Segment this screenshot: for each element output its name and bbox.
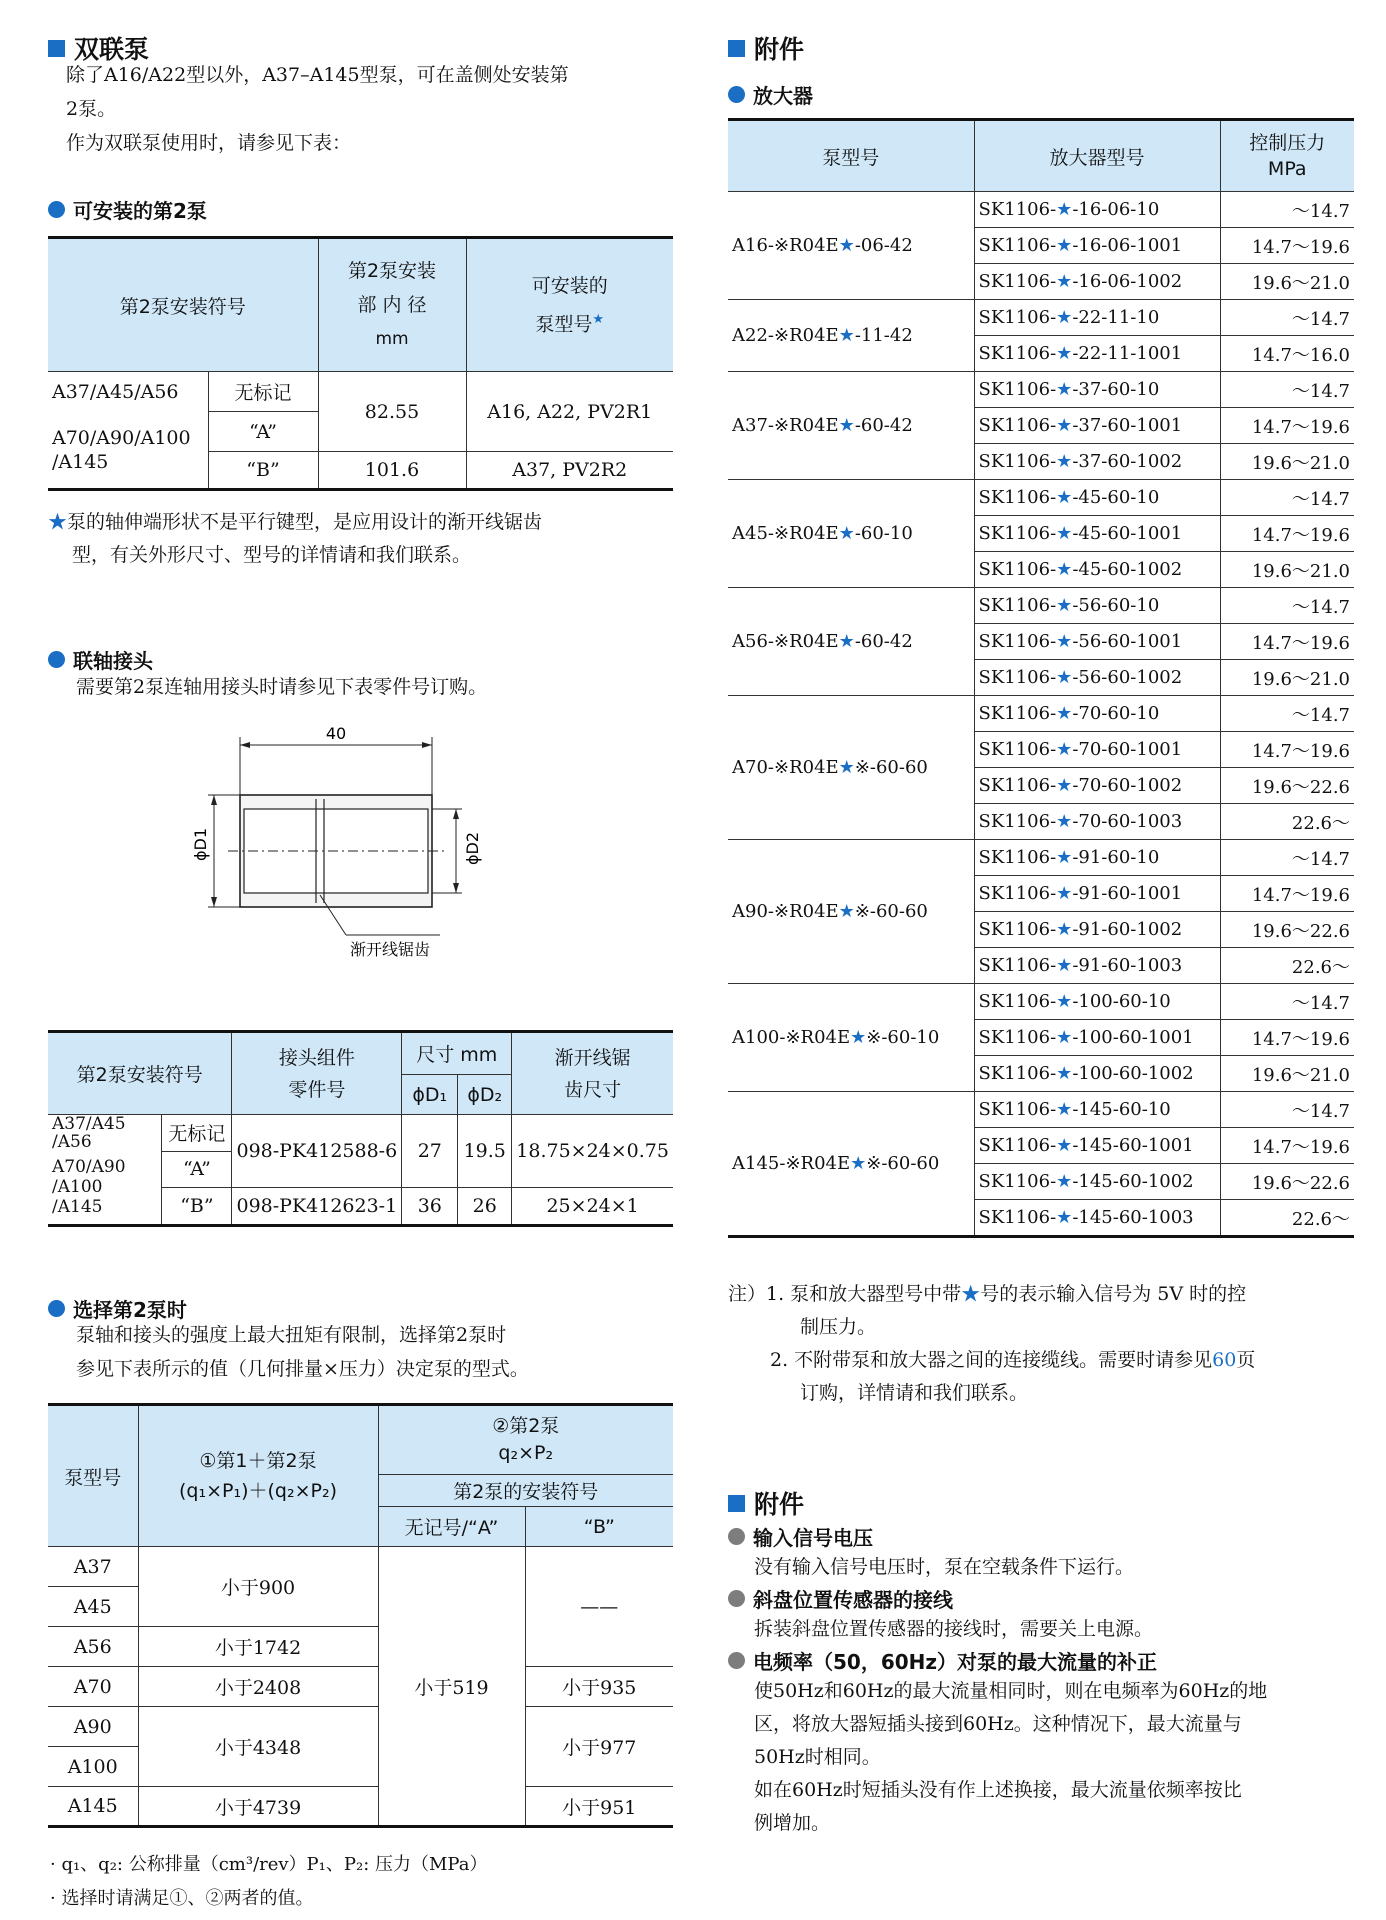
first-cell: 小于4739 xyxy=(138,1787,378,1827)
arrowhead xyxy=(422,742,432,748)
circle-bullet-icon xyxy=(48,651,65,668)
pump-cell: A70/A90 /A100 /A145 xyxy=(48,1151,162,1225)
star-icon: ★ xyxy=(1056,451,1073,472)
header-pressure: 控制压力 MPa xyxy=(1220,120,1354,192)
first-cell: 小于4348 xyxy=(138,1707,378,1787)
pressure-cell: ～14.7 xyxy=(1220,1092,1354,1128)
amplifier-model-cell: SK1106-★-145-60-1003 xyxy=(974,1200,1220,1237)
amplifier-row xyxy=(728,840,1354,876)
header-b: “B” xyxy=(525,1507,673,1547)
amplifier-row xyxy=(728,192,1354,228)
amplifier-model-cell: SK1106-★-100-60-1001 xyxy=(974,1020,1220,1056)
amplifier-model-cell: SK1106-★-45-60-1002 xyxy=(974,552,1220,588)
pump-cell: A90 xyxy=(48,1707,138,1747)
star-icon: ★ xyxy=(1056,1027,1073,1048)
amplifier-model-cell: SK1106-★-22-11-1001 xyxy=(974,336,1220,372)
arrowhead xyxy=(211,897,217,907)
pressure-cell: ～14.7 xyxy=(1220,588,1354,624)
coupling-diagram xyxy=(178,725,558,965)
star-icon: ★ xyxy=(850,1153,867,1174)
pressure-cell: ～14.7 xyxy=(1220,984,1354,1020)
pump-model-cell: A100-※R04E★※-60-10 xyxy=(728,984,974,1092)
amplifier-model-cell: SK1106-★-56-60-10 xyxy=(974,588,1220,624)
attachments2-heading: 附件 xyxy=(728,1485,804,1521)
pump-model-cell: A70-※R04E★※-60-60 xyxy=(728,696,974,840)
pressure-cell: 14.7～16.0 xyxy=(1220,336,1354,372)
pressure-cell: ～14.7 xyxy=(1220,696,1354,732)
header-d1: ϕD₁ xyxy=(402,1075,458,1115)
star-icon: ★ xyxy=(1056,955,1073,976)
header-pump: 泵型号 xyxy=(728,120,974,192)
amplifier-model-cell: SK1106-★-91-60-1002 xyxy=(974,912,1220,948)
header-dim: 尺寸 mm xyxy=(402,1032,512,1075)
star-icon: ★ xyxy=(838,901,855,922)
header-model: 可安装的 泵型号★ xyxy=(466,238,673,372)
star-icon: ★ xyxy=(1056,739,1073,760)
dual-pump-heading: 双联泵 xyxy=(48,30,149,66)
part-cell: 098-PK412588-6 xyxy=(232,1115,402,1188)
selection-table xyxy=(48,1403,673,1828)
amplifier-model-cell: SK1106-★-145-60-1002 xyxy=(974,1164,1220,1200)
star-icon: ★ xyxy=(1056,775,1073,796)
mountable-second-heading: 可安装的第2泵 xyxy=(48,195,207,224)
star-icon: ★ xyxy=(592,311,605,327)
amplifier-model-cell: SK1106-★-70-60-1001 xyxy=(974,732,1220,768)
pressure-cell: 19.6～22.6 xyxy=(1220,768,1354,804)
pump-cell: A100 xyxy=(48,1747,138,1787)
pump-model-cell: A90-※R04E★※-60-60 xyxy=(728,840,974,984)
pump-model-cell: A56-※R04E★-60-42 xyxy=(728,588,974,696)
part-cell: 098-PK412623-1 xyxy=(232,1187,402,1225)
pressure-cell: 22.6～ xyxy=(1220,804,1354,840)
amplifier-row xyxy=(728,696,1354,732)
header-symbol: 第2泵的安装符号 xyxy=(378,1475,673,1507)
symbol-cell: “B” xyxy=(162,1187,232,1225)
header-second: ②第2泵 q₂×P₂ xyxy=(378,1405,673,1475)
header-spline: 渐开线锯 齿尺寸 xyxy=(512,1032,673,1115)
arrowhead xyxy=(240,742,250,748)
amplifier-model-cell: SK1106-★-16-06-10 xyxy=(974,192,1220,228)
pressure-cell: 19.6～22.6 xyxy=(1220,1164,1354,1200)
pressure-cell: ～14.7 xyxy=(1220,840,1354,876)
amplifier-model-cell: SK1106-★-91-60-1003 xyxy=(974,948,1220,984)
coupling-heading: 联轴接头 xyxy=(48,645,153,674)
star-icon: ★ xyxy=(1056,1135,1073,1156)
amplifier-model-cell: SK1106-★-145-60-1001 xyxy=(974,1128,1220,1164)
star-icon: ★ xyxy=(961,1283,981,1305)
star-icon: ★ xyxy=(1056,847,1073,868)
circle-bullet-icon xyxy=(728,1528,745,1545)
header-amplifier: 放大器型号 xyxy=(974,120,1220,192)
amplifier-model-cell: SK1106-★-16-06-1002 xyxy=(974,264,1220,300)
pressure-cell: 14.7～19.6 xyxy=(1220,516,1354,552)
mountable-note: ★泵的轴伸端形状不是平行键型，是应用设计的渐开线锯齿 型，有关外形尺寸、型号的详情请和我们联系。 xyxy=(48,511,543,566)
star-icon: ★ xyxy=(838,757,855,778)
star-icon: ★ xyxy=(1056,235,1073,256)
star-icon: ★ xyxy=(1056,919,1073,940)
amplifier-model-cell: SK1106-★-45-60-10 xyxy=(974,480,1220,516)
star-icon: ★ xyxy=(1056,271,1073,292)
amplifier-row xyxy=(728,1092,1354,1128)
star-icon: ★ xyxy=(838,235,855,256)
dim-40-label: 40 xyxy=(325,725,347,743)
coupling-desc: 需要第2泵连轴用接头时请参见下表零件号订购。 xyxy=(76,676,488,698)
selection-footnotes: · q₁、q₂: 公称排量（cm³/rev）P₁、P₂: 压力（MPa） · 选择时请满足①、②两者的值。 xyxy=(50,1854,488,1909)
pump-model-cell: A22-※R04E★-11-42 xyxy=(728,300,974,372)
circle-bullet-icon xyxy=(728,1652,745,1669)
amplifier-model-cell: SK1106-★-56-60-1002 xyxy=(974,660,1220,696)
star-icon: ★ xyxy=(838,631,855,652)
amplifier-model-cell: SK1106-★-145-60-10 xyxy=(974,1092,1220,1128)
amplifier-notes: 注）1. 泵和放大器型号中带★号的表示输入信号为 5V 时的控 制压力。 2. 不附带泵和放大器之间的连接缆线。需要时请参见60页 订购，详情请和我们联系。 xyxy=(728,1283,1256,1404)
header-part: 接头组件 零件号 xyxy=(232,1032,402,1115)
selection-heading: 选择第2泵时 xyxy=(48,1294,187,1323)
pump-cell: A70 xyxy=(48,1667,138,1707)
pump-model-cell: A37-※R04E★-60-42 xyxy=(728,372,974,480)
pressure-cell: 19.6～21.0 xyxy=(1220,552,1354,588)
pressure-cell: 22.6～ xyxy=(1220,1200,1354,1237)
header-pump: 泵型号 xyxy=(48,1405,138,1547)
attachments-heading: 附件 xyxy=(728,30,804,66)
pump-cell: A37 xyxy=(48,1547,138,1587)
pressure-cell: ～14.7 xyxy=(1220,480,1354,516)
amplifier-model-cell: SK1106-★-70-60-1003 xyxy=(974,804,1220,840)
pump-cell: A37/A45/A56 xyxy=(48,372,208,412)
pump-model-cell: A145-※R04E★※-60-60 xyxy=(728,1092,974,1237)
pump-cell: A37/A45 /A56 xyxy=(48,1115,162,1152)
header-symbol: 第2泵安装符号 xyxy=(48,238,318,372)
amplifier-row xyxy=(728,372,1354,408)
circle-bullet-icon xyxy=(728,86,745,103)
spline-cell: 25×24×1 xyxy=(512,1187,673,1225)
amplifier-model-cell: SK1106-★-22-11-10 xyxy=(974,300,1220,336)
mountable-second-table xyxy=(48,236,673,491)
star-icon: ★ xyxy=(1056,559,1073,580)
amplifier-row xyxy=(728,480,1354,516)
amplifier-model-cell: SK1106-★-70-60-10 xyxy=(974,696,1220,732)
d2-label: ϕD2 xyxy=(463,831,482,865)
first-cell: 小于900 xyxy=(138,1547,378,1627)
pressure-cell: 14.7～19.6 xyxy=(1220,732,1354,768)
star-icon: ★ xyxy=(1056,703,1073,724)
pressure-cell: 19.6～21.0 xyxy=(1220,444,1354,480)
pump-model-cell: A16-※R04E★-06-42 xyxy=(728,192,974,300)
amplifier-model-cell: SK1106-★-70-60-1002 xyxy=(974,768,1220,804)
header-none-a: 无记号/“A” xyxy=(378,1507,525,1547)
symbol-cell: “A” xyxy=(208,412,318,452)
star-icon: ★ xyxy=(1056,811,1073,832)
amplifier-table-body xyxy=(728,192,1354,1237)
arrowhead xyxy=(211,795,217,805)
star-icon: ★ xyxy=(1056,487,1073,508)
frequency-text: 使50Hz和60Hz的最大流量相同时，则在电频率为60Hz的地 区，将放大器短插头接到60Hz。这种情况下，最大流量与 50Hz时相同。 如在60Hz时短插头没有作上述换接，最大流量依频率按比 例增加。 xyxy=(754,1680,1268,1834)
selection-text: 泵轴和接头的强度上最大扭矩有限制，选择第2泵时 参见下表所示的值（几何排量×压力）决定泵的型式。 xyxy=(76,1324,529,1380)
spline-label: 渐开线锯齿 xyxy=(350,940,431,959)
pressure-cell: ～14.7 xyxy=(1220,192,1354,228)
coupling-drawing xyxy=(178,725,558,965)
d1-cell: 27 xyxy=(402,1115,458,1188)
amplifier-model-cell: SK1106-★-56-60-1001 xyxy=(974,624,1220,660)
pressure-cell: 19.6～21.0 xyxy=(1220,1056,1354,1092)
header-bore: 第2泵安装 部 内 径 mm xyxy=(318,238,466,372)
pressure-cell: 19.6～21.0 xyxy=(1220,660,1354,696)
symbol-cell: 无标记 xyxy=(208,372,318,412)
amplifier-model-cell: SK1106-★-100-60-10 xyxy=(974,984,1220,1020)
bore-cell: 101.6 xyxy=(318,452,466,490)
header-d2: ϕD₂ xyxy=(458,1075,512,1115)
amplifier-model-cell: SK1106-★-16-06-1001 xyxy=(974,228,1220,264)
amplifier-model-cell: SK1106-★-37-60-1002 xyxy=(974,444,1220,480)
star-icon: ★ xyxy=(1056,631,1073,652)
pump-cell: A145 xyxy=(48,1787,138,1827)
b-cell: 小于935 xyxy=(525,1667,673,1707)
star-icon: ★ xyxy=(1056,667,1073,688)
first-cell: 小于1742 xyxy=(138,1627,378,1667)
coupling-table xyxy=(48,1030,673,1227)
pump-cell: A70/A90/A100 /A145 xyxy=(48,412,208,490)
header-first: ①第1＋第2泵 (q₁×P₁)＋(q₂×P₂) xyxy=(138,1405,378,1547)
star-icon: ★ xyxy=(838,325,855,346)
amplifier-model-cell: SK1106-★-45-60-1001 xyxy=(974,516,1220,552)
pressure-cell: 14.7～19.6 xyxy=(1220,1128,1354,1164)
star-icon: ★ xyxy=(1056,343,1073,364)
star-icon: ★ xyxy=(1056,307,1073,328)
amplifier-row xyxy=(728,984,1354,1020)
pressure-cell: 14.7～19.6 xyxy=(1220,1020,1354,1056)
amplifier-row xyxy=(728,300,1354,336)
model-cell: A16, A22, PV2R1 xyxy=(466,372,673,452)
star-icon: ★ xyxy=(838,523,855,544)
d2-cell: 19.5 xyxy=(458,1115,512,1188)
bore-cell: 82.55 xyxy=(318,372,466,452)
pump-cell: A45 xyxy=(48,1587,138,1627)
star-icon: ★ xyxy=(1056,1063,1073,1084)
square-bullet-icon xyxy=(728,1495,745,1512)
square-bullet-icon xyxy=(728,40,745,57)
model-cell: A37, PV2R2 xyxy=(466,452,673,490)
star-icon: ★ xyxy=(850,1027,867,1048)
amplifier-model-cell: SK1106-★-37-60-1001 xyxy=(974,408,1220,444)
b-cell: 小于977 xyxy=(525,1707,673,1787)
amplifier-row xyxy=(728,588,1354,624)
page-60-link[interactable]: 60 xyxy=(1212,1349,1237,1371)
star-icon: ★ xyxy=(1056,1171,1073,1192)
star-icon: ★ xyxy=(1056,991,1073,1012)
d1-cell: 36 xyxy=(402,1187,458,1225)
sensor-heading: 斜盘位置传感器的接线 xyxy=(728,1584,1354,1613)
d2-cell: 26 xyxy=(458,1187,512,1225)
input-signal-heading: 输入信号电压 xyxy=(728,1522,1354,1551)
amplifier-model-cell: SK1106-★-91-60-10 xyxy=(974,840,1220,876)
amplifier-model-cell: SK1106-★-91-60-1001 xyxy=(974,876,1220,912)
arrowhead xyxy=(453,809,459,819)
amplifier-model-cell: SK1106-★-37-60-10 xyxy=(974,372,1220,408)
pressure-cell: 14.7～19.6 xyxy=(1220,408,1354,444)
pressure-cell: 14.7～19.6 xyxy=(1220,228,1354,264)
amplifier-table xyxy=(728,118,1354,1238)
star-icon: ★ xyxy=(838,415,855,436)
star-icon: ★ xyxy=(48,511,68,533)
first-cell: 小于2408 xyxy=(138,1667,378,1707)
pump-model-cell: A45-※R04E★-60-10 xyxy=(728,480,974,588)
star-icon: ★ xyxy=(1056,595,1073,616)
pressure-cell: 14.7～19.6 xyxy=(1220,624,1354,660)
dual-pump-text: 除了A16/A22型以外，A37–A145型泵，可在盖侧处安装第 2泵。 作为双联泵使用时，请参见下表： xyxy=(66,64,569,154)
second-cell: 小于519 xyxy=(378,1547,525,1827)
star-icon: ★ xyxy=(1056,523,1073,544)
symbol-cell: “B” xyxy=(208,452,318,490)
header-symbol: 第2泵安装符号 xyxy=(48,1032,232,1115)
pressure-cell: 14.7～19.6 xyxy=(1220,876,1354,912)
square-bullet-icon xyxy=(48,40,65,57)
amplifier-model-cell: SK1106-★-100-60-1002 xyxy=(974,1056,1220,1092)
pressure-cell: ～14.7 xyxy=(1220,372,1354,408)
star-icon: ★ xyxy=(1056,883,1073,904)
b-cell: —— xyxy=(525,1547,673,1667)
circle-bullet-icon xyxy=(48,201,65,218)
symbol-cell: 无标记 xyxy=(162,1115,232,1152)
star-icon: ★ xyxy=(1056,1207,1073,1228)
star-icon: ★ xyxy=(1056,415,1073,436)
frequency-heading: 电频率（50，60Hz）对泵的最大流量的补正 xyxy=(728,1646,1354,1675)
d1-label: ϕD1 xyxy=(191,827,210,861)
circle-bullet-icon xyxy=(48,1300,65,1317)
pressure-cell: 19.6～21.0 xyxy=(1220,264,1354,300)
star-icon: ★ xyxy=(1056,379,1073,400)
pressure-cell: 19.6～22.6 xyxy=(1220,912,1354,948)
amplifier-heading: 放大器 xyxy=(728,80,813,109)
arrowhead xyxy=(453,883,459,893)
symbol-cell: “A” xyxy=(162,1151,232,1187)
pump-cell: A56 xyxy=(48,1627,138,1667)
star-icon: ★ xyxy=(1056,199,1073,220)
attachments2-body: 输入信号电压 没有输入信号电压时，泵在空载条件下运行。 斜盘位置传感器的接线 拆装斜盘位置传感器的接线时，需要关上电源。 电频率（50，60Hz）对泵的最大流量的补正 使50Hz和60Hz的最大流量相同时，则在电频率为60Hz的地 区，将放大器短插头接到60Hz。这种情况下，最大流量与 50Hz时相同。 如在60Hz时短插头没有作上述换接，最大流量依频率按比 例增加。 xyxy=(728,1522,1354,1840)
b-cell: 小于951 xyxy=(525,1787,673,1827)
star-icon: ★ xyxy=(1056,1099,1073,1120)
pressure-cell: 22.6～ xyxy=(1220,948,1354,984)
pressure-cell: ～14.7 xyxy=(1220,300,1354,336)
circle-bullet-icon xyxy=(728,1590,745,1607)
spline-cell: 18.75×24×0.75 xyxy=(512,1115,673,1188)
